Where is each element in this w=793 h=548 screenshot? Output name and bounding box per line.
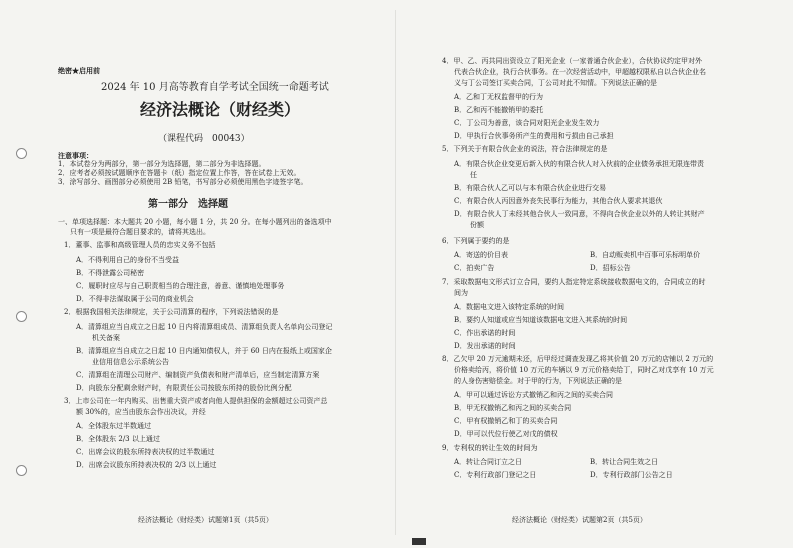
answer-option-cont: 份额 (470, 221, 484, 229)
question-stem-cont: 义与丁公司签订买卖合同，丁公司对此不知情。下列说法正确的是 (454, 79, 657, 87)
part-heading: 第一部分 选择题 (148, 199, 228, 210)
answer-option: D．不得非法谋取属于公司的商业机会 (76, 295, 194, 303)
answer-option: A．清算组应当自成立之日起 10 日内将清算组成员、清算组负责人名单向公司登记 (76, 323, 333, 331)
answer-option: D．甲执行合伙事务所产生的费用和亏损由自己承担 (454, 132, 614, 140)
notice-item: 3．涂写部分、画图部分必须使用 2B 铅笔，书写部分必须使用黑色字迹签字笔。 (58, 178, 308, 186)
answer-option: C．清算组在清理公司财产、编制资产负债表和财产清单后，应当制定清算方案 (76, 371, 320, 379)
subject-title: 经济法概论（财经类） (140, 100, 301, 119)
notice-item: 1．本试卷分为两部分，第一部分为选择题，第二部分为非选择题。 (58, 160, 266, 168)
confidential-mark: 绝密★启用前 (58, 66, 100, 75)
question-stem-cont: 价格卖给丙，将价值 10 万元的车辆以 9 万元价格卖给丁，同时乙对戊享有 10 万元 (454, 366, 714, 374)
answer-option: A．乙和丁无权监督甲的行为 (454, 93, 544, 101)
answer-option: A．全体股东过半数通过 (76, 422, 152, 430)
answer-option: D．专利行政部门公告之日 (590, 471, 673, 479)
answer-option: A．甲可以通过诉讼方式撤销乙和丙之间的买卖合同 (454, 391, 614, 399)
page-footer: 经济法概论（财经类）试题第2页（共5页） (512, 516, 647, 524)
answer-option: C．专利行政部门登记之日 (454, 471, 537, 479)
answer-option: C．甲有权撤销乙和丁的买卖合同 (454, 417, 558, 425)
answer-option: A．转让合同订立之日 (454, 458, 523, 466)
answer-option: A．不得利用自己的身份不当受益 (76, 256, 180, 264)
answer-option: C．出席会议的股东所持表决权的过半数通过 (76, 448, 215, 456)
question-stem: 2．根据我国相关法律规定，关于公司清算的程序，下列说法错误的是 (64, 308, 279, 316)
answer-option: A．有限合伙企业变更后新入伙的有限合伙人对入伙前的企业债务承担无限连带责 (454, 160, 705, 168)
answer-option: B．不得泄露公司秘密 (76, 269, 145, 277)
answer-option: D．发出承诺的时间 (454, 342, 516, 350)
answer-option: D．甲可以代位行使乙对戊的债权 (454, 430, 558, 438)
question-stem-cont: 代表合伙企业，执行合伙事务。在一次经营活动中，甲超越权限私自以合伙企业名 (454, 68, 706, 76)
answer-option: D．有限合伙人丁未经其他合伙人一致同意，不得向合伙企业以外的人转让其财产 (454, 210, 705, 218)
notice-item: 2．应考者必须按试题顺序在答题卡（纸）指定位置上作答，答在试卷上无效。 (58, 169, 301, 177)
answer-option: B．全体股东 2/3 以上通过 (76, 435, 160, 443)
binding-hole-icon (16, 311, 27, 322)
answer-option: B．转让合同生效之日 (590, 458, 659, 466)
answer-option: C．履职时应尽与自己职责相当的合理注意，善意、谨慎地处理事务 (76, 282, 285, 290)
answer-option-cont: 业信用信息公示系统公告 (92, 358, 169, 366)
answer-option: B．甲无权撤销乙和丙之间的买卖合同 (454, 404, 572, 412)
page-divider (395, 10, 396, 535)
question-stem: 1．董事、监事和高级管理人员的忠实义务不包括 (64, 241, 216, 249)
section-instruction: 只有一项是最符合题目要求的，请将其选出。 (70, 228, 210, 236)
question-stem: 5．下列关于有限合伙企业的说法，符合法律规定的是 (442, 145, 608, 153)
question-stem: 9．专利权的转让生效的时间为 (442, 444, 538, 452)
question-stem-cont: 额 30%的，应当由股东会作出决议，并经 (76, 408, 206, 416)
answer-option: C．有限合伙人丙因意外丧失民事行为能力，其他合伙人要求其退伙 (454, 197, 663, 205)
answer-option: C．拍卖广告 (454, 264, 495, 272)
question-stem: 3．上市公司在一年内购买、出售重大资产或者向他人提供担保的金额超过公司资产总 (64, 397, 328, 405)
binding-hole-icon (16, 465, 27, 476)
answer-option: B．要约人知道或应当知道该数据电文进入其系统的时间 (454, 316, 628, 324)
answer-option-cont: 机关备案 (92, 334, 120, 342)
question-stem: 8．乙欠甲 20 万元逾期未还，后甲经过调查发现乙将其价值 20 万元的店铺以 2 万元的 (442, 355, 714, 363)
answer-option: B．清算组应当自成立之日起 10 日内通知债权人，并于 60 日内在报纸上或国家企 (76, 347, 332, 355)
exam-page-2 (404, 8, 784, 536)
answer-option: A．数据电文进入该特定系统的时间 (454, 303, 565, 311)
answer-option: D．招标公告 (590, 264, 631, 272)
answer-option: D．向股东分配剩余财产时，有限责任公司按股东所持的股份比例分配 (76, 384, 292, 392)
binding-hole-icon (16, 148, 27, 159)
question-stem-cont: 的人身伤害赔偿金。对于甲的行为，下列说法正确的是 (454, 377, 622, 385)
answer-option: C．丁公司为善意，该合同对阳光企业发生效力 (454, 119, 600, 127)
answer-option-cont: 任 (470, 171, 477, 179)
question-stem-cont: 间为 (454, 289, 468, 297)
answer-option: B．乙和丙不能撤销甲的委托 (454, 106, 544, 114)
answer-option: C．作出承诺的时间 (454, 329, 516, 337)
exam-title: 2024 年 10 月高等教育自学考试全国统一命题考试 (101, 82, 329, 93)
scan-marker (412, 538, 426, 545)
page-footer: 经济法概论（财经类）试题第1页（共5页） (138, 516, 273, 524)
exam-page-1 (8, 8, 388, 536)
course-code: （课程代码 00043） (158, 134, 250, 144)
notice-heading: 注意事项： (58, 151, 93, 160)
answer-option: D．出席会议股东所持表决权的 2/3 以上通过 (76, 461, 217, 469)
question-stem: 7．采取数据电文形式订立合同，要约人指定特定系统接收数据电文的，合同成立的时 (442, 278, 706, 286)
section-instruction: 一、单项选择题：本大题共 20 小题，每小题 1 分，共 20 分。在每小题列出的备选项中 (58, 218, 332, 226)
answer-option: A．寄送的价目表 (454, 251, 509, 259)
question-stem: 6．下列属于要约的是 (442, 237, 510, 245)
question-stem: 4．甲、乙、丙共同出资设立了阳光企业（一家普通合伙企业），合伙协议约定甲对外 (442, 57, 702, 65)
answer-option: B．有限合伙人乙可以与本有限合伙企业进行交易 (454, 184, 607, 192)
answer-option: B．自动贩卖机中百事可乐标明单价 (590, 251, 701, 259)
